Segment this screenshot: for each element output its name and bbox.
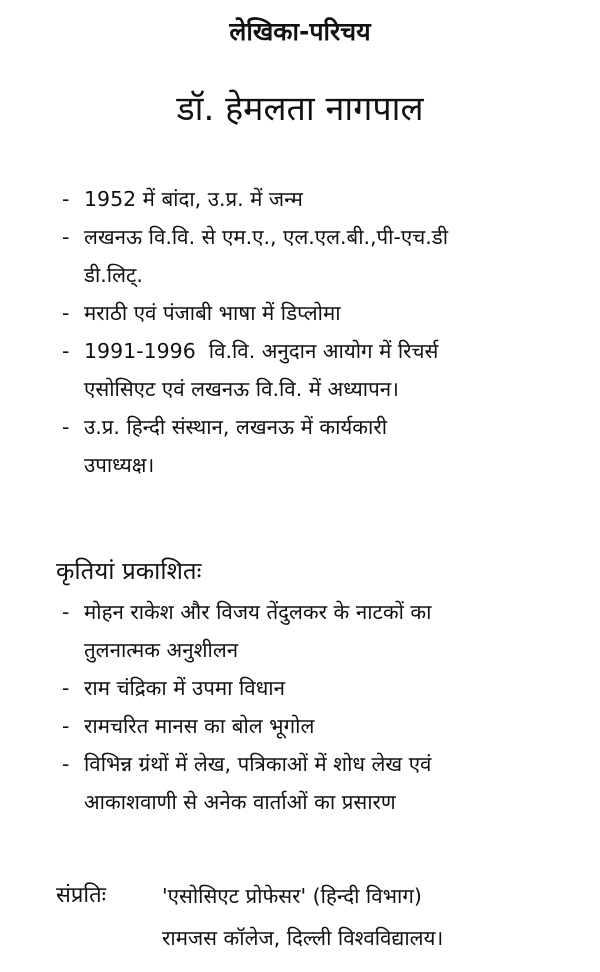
biography-list xyxy=(62,180,448,484)
published-works-list xyxy=(62,593,431,821)
works-item-line: रामचरित मानस का बोल भूगोल xyxy=(84,714,315,738)
current-position-label: संप्रतिः xyxy=(56,883,107,908)
bio-item-line: 1952 में बांदा, उ.प्र. में जन्म xyxy=(84,187,303,211)
position-institution: रामजस कॉलेज, दिल्ली विश्वविद्यालय। xyxy=(162,926,444,950)
bio-item-line: 1991-1996 वि.वि. अनुदान आयोग में रिचर्स xyxy=(84,339,439,363)
works-item xyxy=(62,745,431,821)
bio-item-line: उ.प्र. हिन्दी संस्थान, लखनऊ में कार्यकारी xyxy=(84,415,388,439)
works-item xyxy=(62,593,431,669)
list-dash: - xyxy=(62,339,70,363)
list-dash: - xyxy=(62,187,70,211)
bio-item-line: डी.लिट्. xyxy=(84,263,143,287)
list-dash: - xyxy=(62,714,70,738)
bio-item-line: एसोसिएट एवं लखनऊ वि.वि. में अध्यापन। xyxy=(84,377,399,401)
works-item-line: मोहन राकेश और विजय तेंदुलकर के नाटकों का xyxy=(84,600,432,624)
bio-item xyxy=(62,180,448,218)
list-dash: - xyxy=(62,676,70,700)
works-item-line: आकाशवाणी से अनेक वार्ताओं का प्रसारण xyxy=(84,790,396,814)
bio-item-line: लखनऊ वि.वि. से एम.ए., एल.एल.बी.,पी-एच.डी xyxy=(84,225,449,249)
bio-item xyxy=(62,408,448,484)
list-dash: - xyxy=(62,600,70,624)
works-item-line: तुलनात्मक अनुशीलन xyxy=(84,638,239,662)
section-subtitle: लेखिका-परिचय xyxy=(229,17,371,46)
list-dash: - xyxy=(62,225,70,249)
list-dash: - xyxy=(62,752,70,776)
list-dash: - xyxy=(62,301,70,325)
works-item xyxy=(62,707,431,745)
author-name: डॉ. हेमलता नागपाल xyxy=(176,89,424,129)
works-item-line: विभिन्न ग्रंथों में लेख, पत्रिकाओं में शोध लेख एवं xyxy=(84,752,432,776)
bio-item xyxy=(62,332,448,408)
list-dash: - xyxy=(62,415,70,439)
bio-item xyxy=(62,218,448,294)
bio-item xyxy=(62,294,448,332)
works-heading: कृतियां प्रकाशितः xyxy=(56,557,202,585)
works-item xyxy=(62,669,431,707)
works-item-line: राम चंद्रिका में उपमा विधान xyxy=(84,676,285,700)
position-title: 'एसोसिएट प्रोफेसर' (हिन्दी विभाग) xyxy=(162,884,422,908)
bio-item-line: उपाध्यक्ष। xyxy=(84,453,155,477)
bio-item-line: मराठी एवं पंजाबी भाषा में डिप्लोमा xyxy=(84,301,341,325)
